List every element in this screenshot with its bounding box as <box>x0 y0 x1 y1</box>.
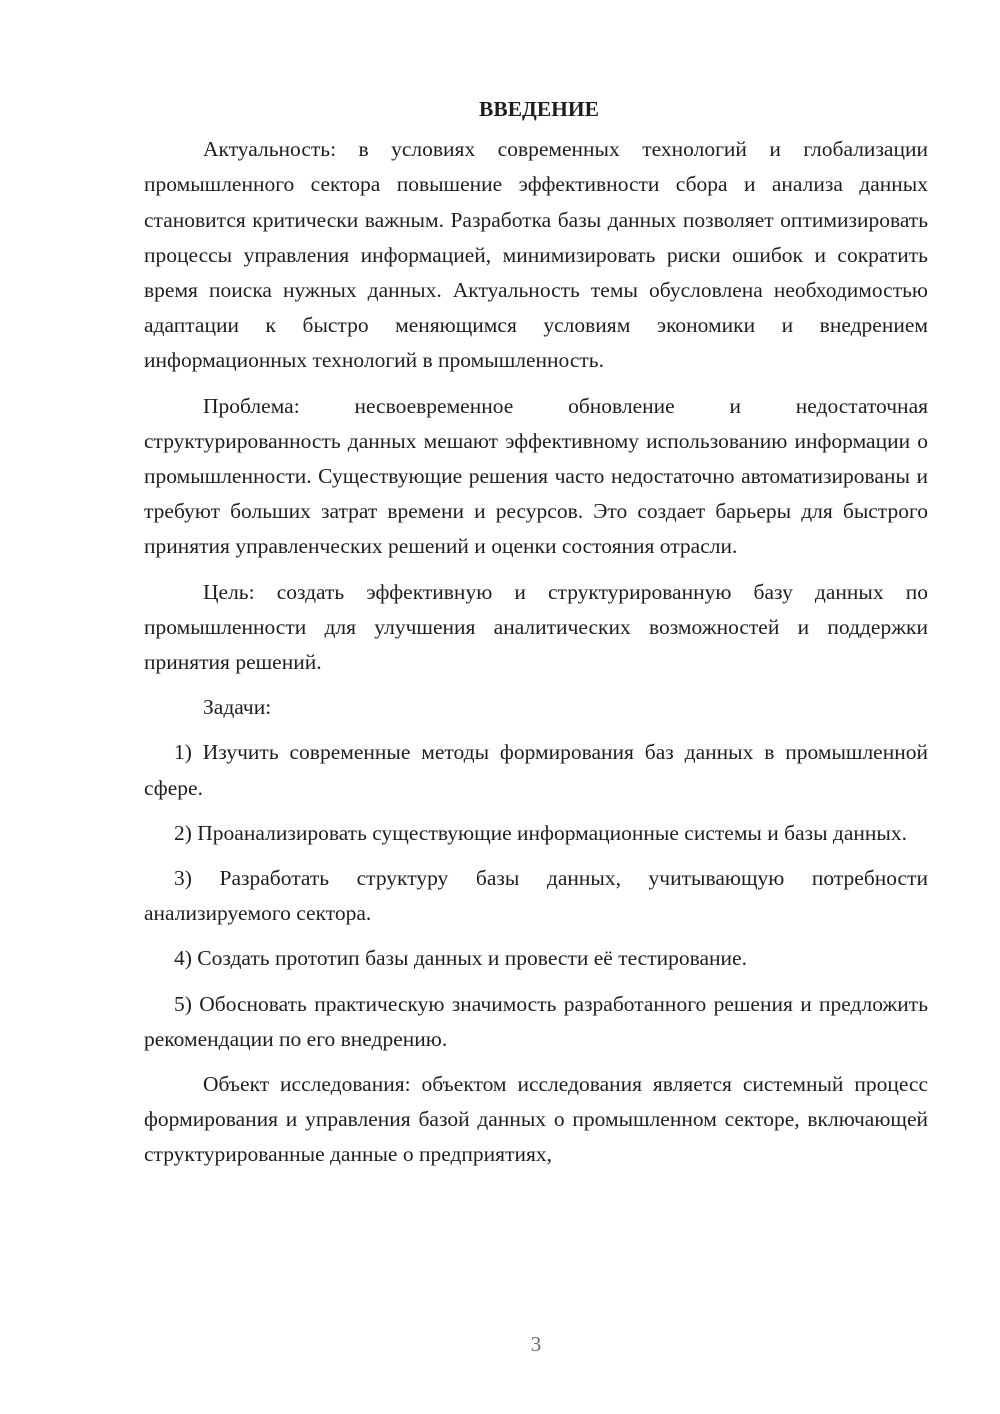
task-item-1: 1) Изучить современные методы формирования баз данных в промышленной сфере. <box>144 740 928 800</box>
document-page <box>144 92 928 1173</box>
section-heading: ВВЕДЕНИЕ <box>479 97 599 121</box>
relevance-paragraph: Актуальность: в условиях современных технологий и глобализации промышленного сектора повышение эффективности сбора и анализа данных становится критически важным. Разработка базы данных позволяет оптимизировать процессы управления информацией, минимизировать риски ошибок и сократить время поиска нужных данных. Актуальность темы обусловлена необходимостью адаптации к быстро меняющимся условиям экономики и внедрением информационных технологий в промышленность. <box>144 137 928 373</box>
tasks-heading: Задачи: <box>203 695 272 720</box>
task-item-5: 5) Обосновать практическую значимость разработанного решения и предложить рекомендации по его внедрению. <box>144 991 928 1051</box>
task-item-2: 2) Проанализировать существующие информационные системы и базы данных. <box>174 820 907 845</box>
page-number: 3 <box>530 1332 542 1356</box>
problem-paragraph: Проблема: несвоевременное обновление и недостаточная структурированность данных мешают эффективному использованию информации о промышленности. Существующие решения часто недостаточно автоматизированы и требуют больших затрат времени и ресурсов. Это создает барьеры для быстрого принятия управленческих решений и оценки состояния отрасли. <box>144 393 928 559</box>
task-item-3: 3) Разработать структуру базы данных, учитывающую потребности анализируемого сектора. <box>144 866 928 926</box>
object-paragraph: Объект исследования: объектом исследования является системный процесс формирования и управления базой данных о промышленном секторе, включающей структурированные данные о предприятиях, <box>144 1072 928 1167</box>
goal-paragraph: Цель: создать эффективную и структурированную базу данных по промышленности для улучшения аналитических возможностей и поддержки принятия решений. <box>144 579 928 675</box>
task-item-4: 4) Создать прототип базы данных и провести её тестирование. <box>174 946 747 971</box>
